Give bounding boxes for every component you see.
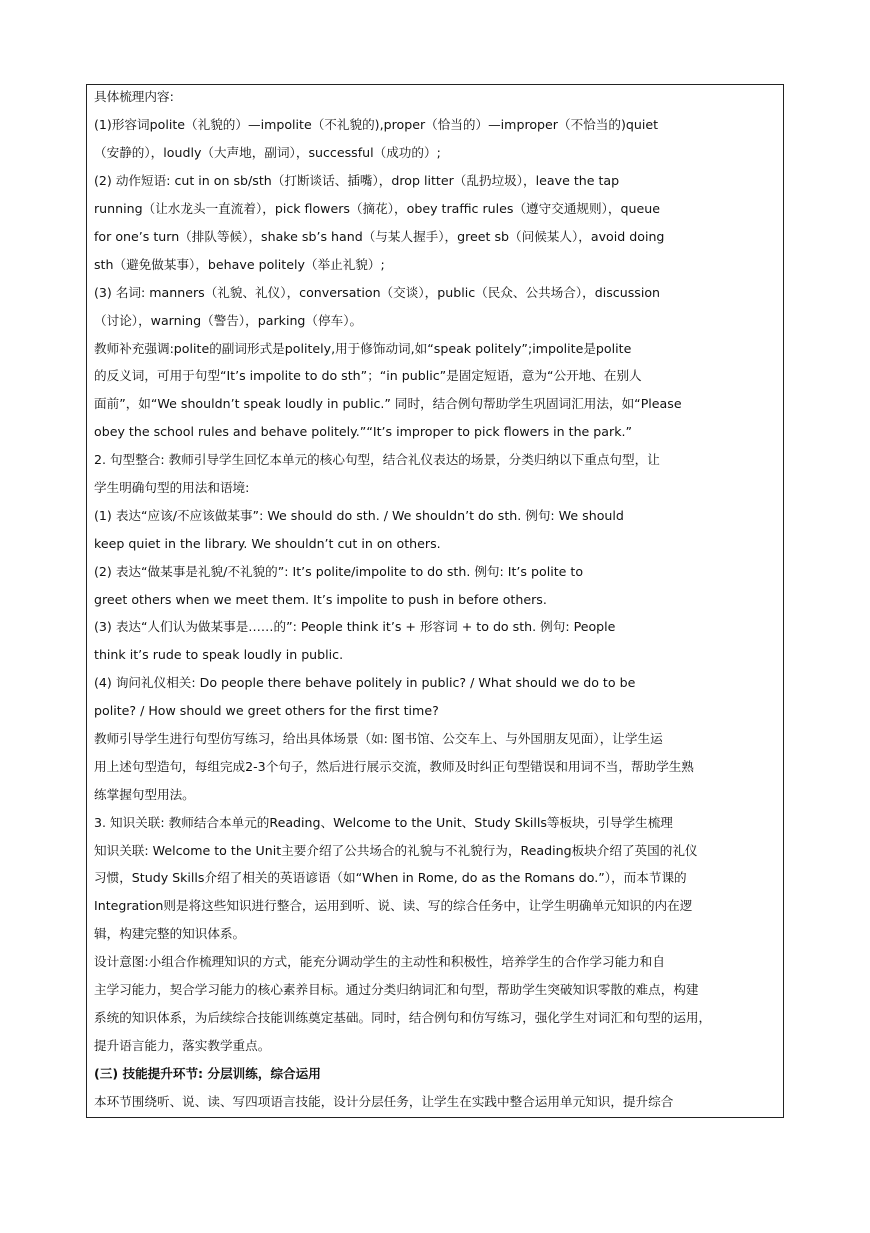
text-line: (1)形容词polite（礼貌的）—impolite（不礼貌的),proper（恰当的）—improper（不恰当的)quiet (94, 117, 659, 132)
section-heading: (三) 技能提升环节: 分层训练，综合运用 (94, 1066, 321, 1081)
text-line: keep quiet in the library. We shouldn’t cut in on others. (94, 536, 441, 551)
text-line: 提升语言能力，落实教学重点。 (94, 1038, 271, 1053)
text-line: 本环节围绕听、说、读、写四项语言技能，设计分层任务，让学生在实践中整合运用单元知识，提升综合 (94, 1094, 674, 1109)
text-line: think it’s rude to speak loudly in public. (94, 647, 344, 662)
text-line: 主学习能力，契合学习能力的核心素养目标。通过分类归纳词汇和句型，帮助学生突破知识零散的难点，构建 (94, 982, 699, 997)
text-line: 设计意图:小组合作梳理知识的方式，能充分调动学生的主动性和积极性，培养学生的合作学习能力和自 (94, 954, 665, 969)
text-line: 知识关联: Welcome to the Unit主要介绍了公共场合的礼貌与不礼貌行为，Reading板块介绍了英国的礼仪 (94, 843, 698, 858)
text-line: 习惯，Study Skills介绍了相关的英语谚语（如“When in Rome, do as the Romans do.”），而本节课的 (94, 870, 687, 885)
text-line: for one’s turn（排队等候），shake sb’s hand（与某人握手），greet sb（问候某人），avoid doing (94, 229, 665, 244)
text-line: 教师补充强调:polite的副词形式是politely,用于修饰动词,如“speak politely”;impolite是polite (94, 341, 632, 356)
text-line: 辑，构建完整的知识体系。 (94, 926, 246, 941)
text-line: 用上述句型造句，每组完成2-3个句子，然后进行展示交流，教师及时纠正句型错误和用词不当，帮助学生熟 (94, 759, 694, 774)
text-line: (4) 询问礼仪相关: Do people there behave politely in public? / What should we do to be (94, 675, 636, 690)
text-line: 面前”，如“We shouldn’t speak loudly in public.” 同时，结合例句帮助学生巩固词汇用法，如“Please (94, 396, 682, 411)
text-line: 教师引导学生进行句型仿写练习，给出具体场景（如: 图书馆、公交车上、与外国朋友见面），让学生运 (94, 731, 663, 746)
text-line: 2. 句型整合: 教师引导学生回忆本单元的核心句型，结合礼仪表达的场景，分类归纳以下重点句型，让 (94, 452, 660, 467)
text-line: （安静的），loudly（大声地，副词），successful（成功的）; (94, 145, 441, 160)
text-line: (3) 表达“人们认为做某事是……的”: People think it’s + 形容词 + to do sth. 例句: People (94, 619, 616, 634)
text-line: (2) 表达“做某事是礼貌/不礼貌的”: It’s polite/impolite to do sth. 例句: It’s polite to (94, 564, 584, 579)
lesson-plan-table-cell (86, 84, 784, 1118)
text-line: 学生明确句型的用法和语境: (94, 480, 250, 495)
text-line: greet others when we meet them. It’s impolite to push in before others. (94, 592, 547, 607)
text-line: 系统的知识体系，为后续综合技能训练奠定基础。同时，结合例句和仿写练习，强化学生对词汇和句型的运用， (94, 1010, 712, 1025)
text-line: (2) 动作短语: cut in on sb/sth（打断谈话、插嘴），drop litter（乱扔垃圾），leave the tap (94, 173, 620, 188)
text-line: 具体梳理内容: (94, 89, 174, 104)
text-line: obey the school rules and behave politely.”“It’s improper to pick flowers in the park.” (94, 424, 633, 439)
text-line: sth（避免做某事），behave politely（举止礼貌）; (94, 257, 385, 272)
text-line: 的反义词，可用于句型“It’s impolite to do sth”；“in public”是固定短语，意为“公开地、在别人 (94, 368, 642, 383)
text-line: (3) 名词: manners（礼貌、礼仪），conversation（交谈），public（民众、公共场合），discussion (94, 285, 661, 300)
text-line: 练掌握句型用法。 (94, 787, 195, 802)
text-line: running（让水龙头一直流着），pick flowers（摘花），obey traffic rules（遵守交通规则），queue (94, 201, 660, 216)
text-line: （讨论），warning（警告），parking（停车）。 (94, 313, 363, 328)
text-line: polite? / How should we greet others for the first time? (94, 703, 439, 718)
text-line: Integration则是将这些知识进行整合，运用到听、说、读、写的综合任务中，让学生明确单元知识的内在逻 (94, 898, 693, 913)
text-line: (1) 表达“应该/不应该做某事”: We should do sth. / We shouldn’t do sth. 例句: We should (94, 508, 624, 523)
text-line: 3. 知识关联: 教师结合本单元的Reading、Welcome to the Unit、Study Skills等板块，引导学生梳理 (94, 815, 673, 830)
